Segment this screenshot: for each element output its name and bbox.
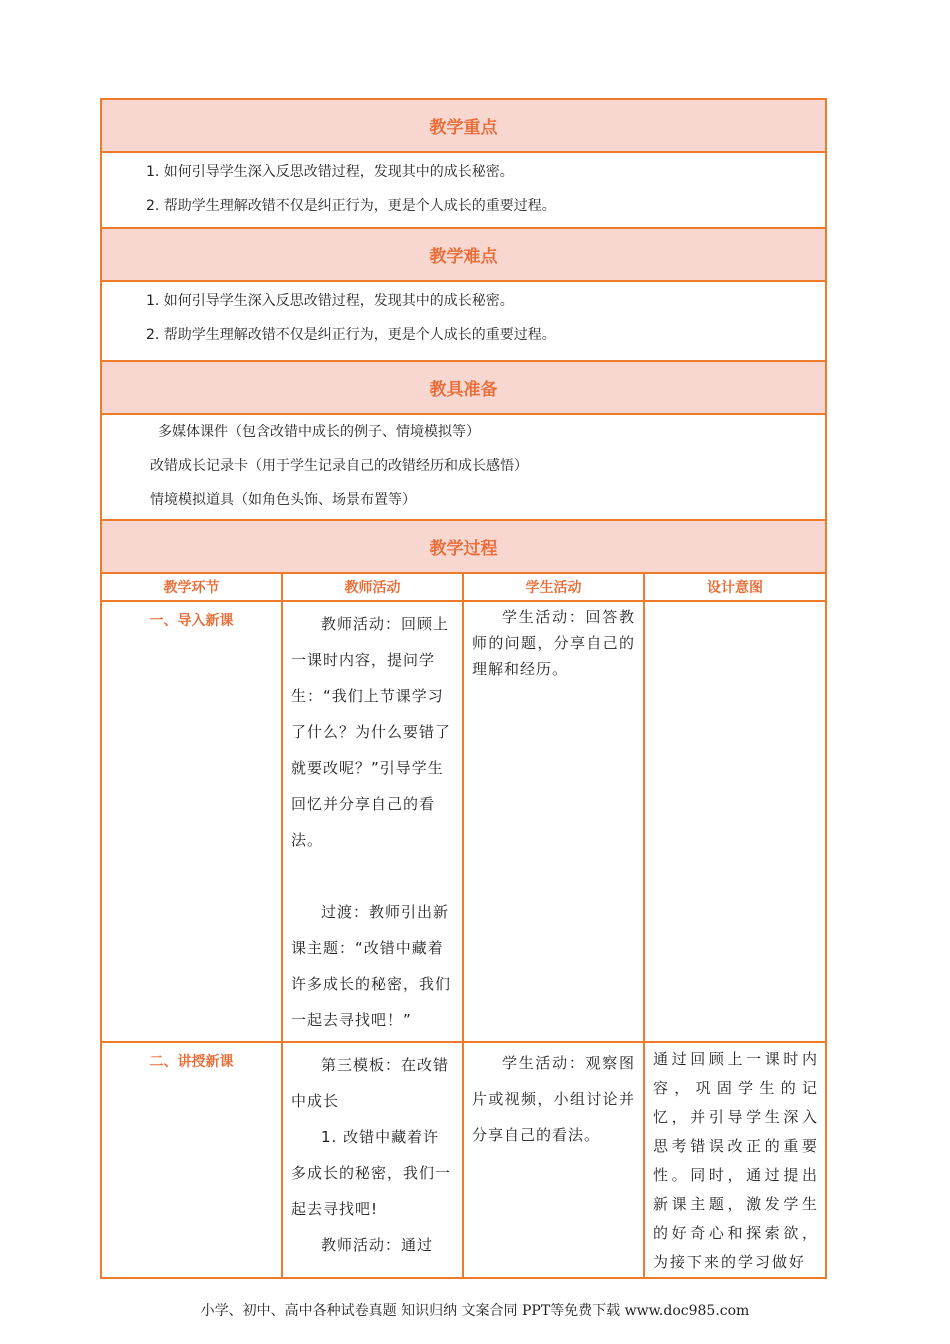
- teacher-paragraph: 教师活动：通过: [321, 1236, 434, 1254]
- tool-item: 情境模拟道具（如角色头饰、场景布置等）: [150, 492, 416, 508]
- table-row: [101, 601, 826, 1042]
- key-points-content: [101, 152, 826, 228]
- column-header-student: 学生活动: [463, 573, 644, 601]
- column-header-intent: 设计意图: [644, 573, 826, 601]
- table-row: [101, 1042, 826, 1278]
- student-activity: [463, 1042, 644, 1278]
- tool-item: 多媒体课件（包含改错中成长的例子、情境模拟等）: [158, 424, 480, 440]
- footer-watermark: 小学、初中、高中各种试卷真题 知识归纳 文案合同 PPT等免费下载 www.doc985.com: [200, 1303, 750, 1319]
- key-point-item: 2. 帮助学生理解改错不仅是纠正行为，更是个人成长的重要过程。: [146, 198, 556, 214]
- tools-content: [101, 414, 826, 520]
- process-heading: 教学过程: [101, 520, 826, 573]
- design-intent: [644, 1042, 826, 1278]
- student-paragraph: 学生活动：回答教师的问题，分享自己的理解和经历。: [472, 608, 635, 678]
- teacher-activity: [282, 1042, 463, 1278]
- teacher-paragraph: 过渡：教师引出新课主题：“改错中藏着许多成长的秘密，我们一起去寻找吧！”: [291, 903, 452, 1029]
- teacher-paragraph: 1. 改错中藏着许多成长的秘密，我们一起去寻找吧!: [291, 1128, 452, 1218]
- difficulty-item: 1. 如何引导学生深入反思改错过程，发现其中的成长秘密。: [146, 293, 514, 309]
- column-header-stage: 教学环节: [101, 573, 282, 601]
- teacher-paragraph: 第三模板：在改错中成长: [291, 1056, 450, 1110]
- difficulties-content: [101, 281, 826, 361]
- key-points-heading: 教学重点: [101, 99, 826, 152]
- student-activity: [463, 601, 644, 1042]
- stage-label: 一、导入新课: [101, 601, 282, 1042]
- design-intent: [644, 601, 826, 1042]
- difficulty-item: 2. 帮助学生理解改错不仅是纠正行为，更是个人成长的重要过程。: [146, 327, 556, 343]
- teacher-paragraph: 教师活动：回顾上一课时内容，提问学生：“我们上节课学习了什么？为什么要错了就要改呢？”引导学生回忆并分享自己的看法。: [291, 615, 452, 849]
- stage-label: 二、讲授新课: [101, 1042, 282, 1278]
- column-header-teacher: 教师活动: [282, 573, 463, 601]
- tools-heading: 教具准备: [101, 361, 826, 414]
- difficulties-heading: 教学难点: [101, 228, 826, 281]
- intent-paragraph: 通过回顾上一课时内容，巩固学生的记忆，并引导学生深入思考错误改正的重要性。同时，通过提出新课主题，激发学生的好奇心和探索欲，为接下来的学习做好: [653, 1050, 819, 1271]
- tool-item: 改错成长记录卡（用于学生记录自己的改错经历和成长感悟）: [150, 458, 528, 474]
- key-point-item: 1. 如何引导学生深入反思改错过程，发现其中的成长秘密。: [146, 164, 514, 180]
- lesson-plan-table: [100, 98, 827, 1279]
- teacher-activity: [282, 601, 463, 1042]
- student-paragraph: 学生活动：观察图片或视频，小组讨论并分享自己的看法。: [472, 1054, 635, 1144]
